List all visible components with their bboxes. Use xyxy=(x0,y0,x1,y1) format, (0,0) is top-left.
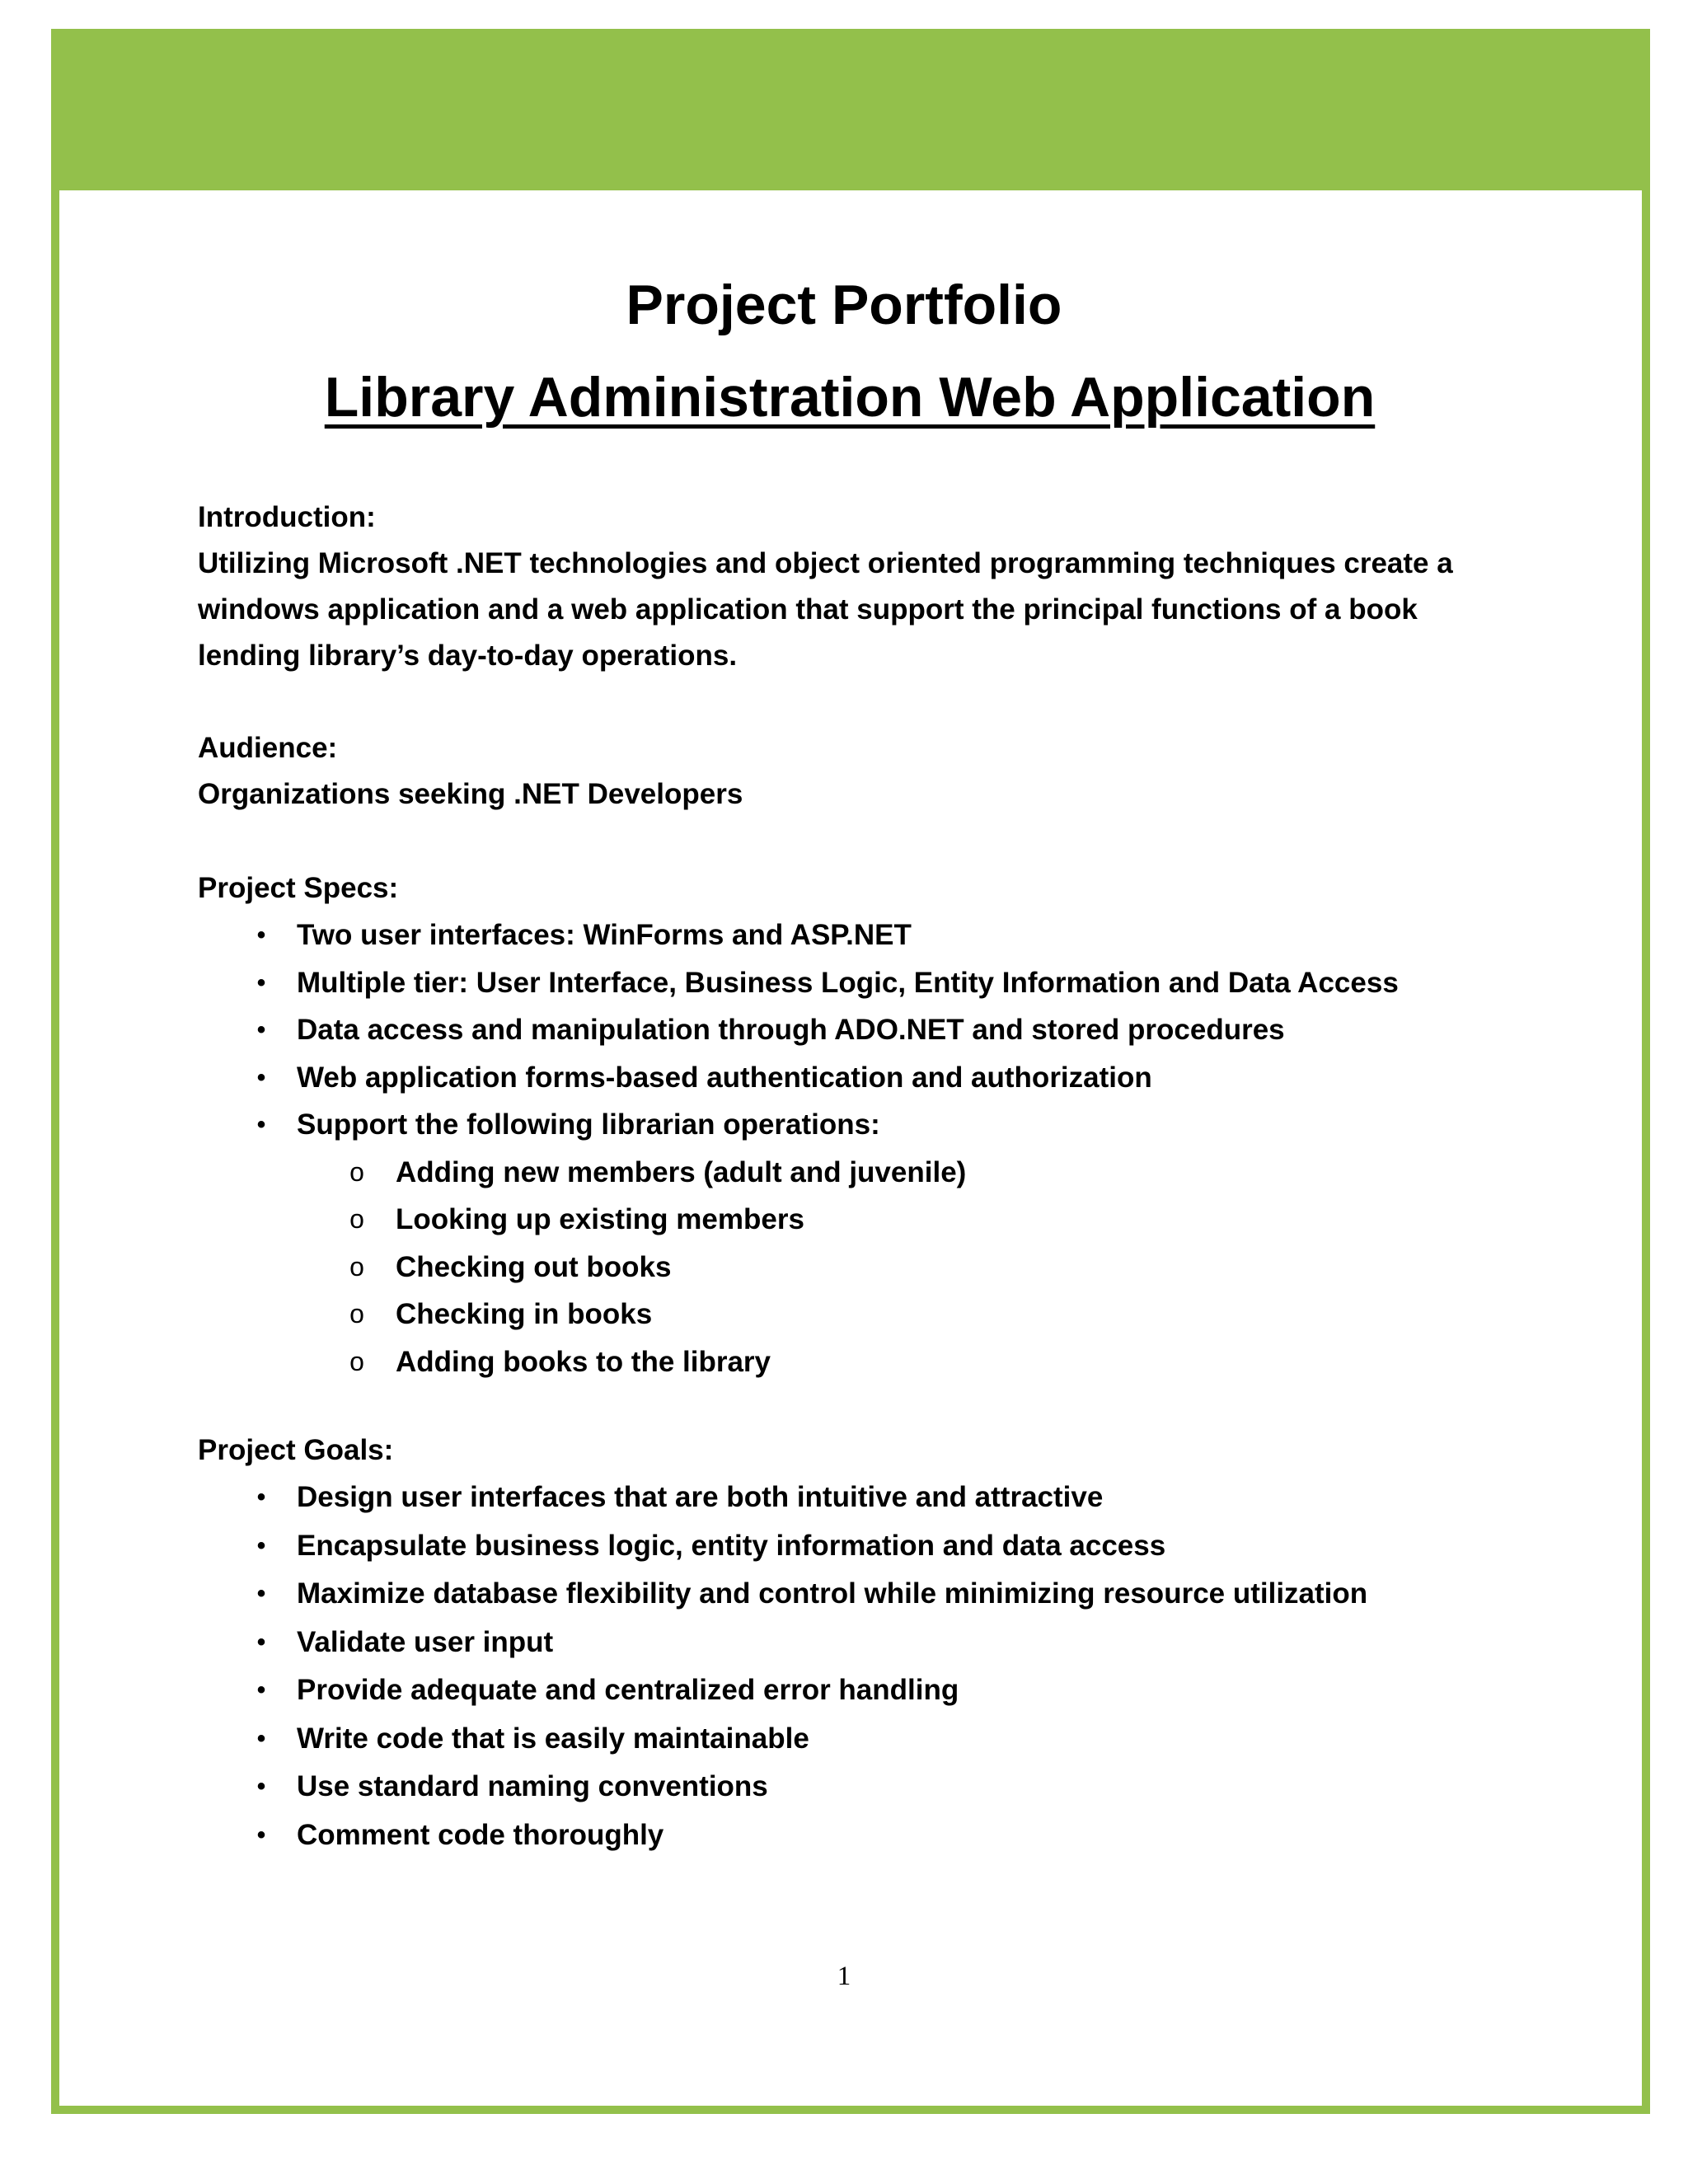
bullet-icon: • xyxy=(256,1531,266,1559)
page-subtitle xyxy=(0,364,1688,430)
list-item-text: Validate user input xyxy=(297,1625,554,1658)
list-item xyxy=(198,1006,1500,1054)
list-item xyxy=(198,1522,1500,1571)
introduction-line: Utilizing Microsoft .NET technologies and object oriented programming techniques create a xyxy=(198,547,1453,579)
specs-list xyxy=(198,912,1500,1149)
bullet-icon: • xyxy=(256,1821,266,1849)
bullet-icon: • xyxy=(256,1580,266,1607)
list-item-text: Multiple tier: User Interface, Business Logic, Entity Information and Data Access xyxy=(297,966,1399,999)
sub-list-item-text: Adding books to the library xyxy=(396,1345,771,1378)
audience-heading: Audience: xyxy=(198,732,338,764)
sub-bullet-icon: o xyxy=(349,1299,364,1329)
sub-list-item xyxy=(198,1291,1500,1338)
page-number: 1 xyxy=(837,1961,851,1991)
introduction-line: windows application and a web application that support the principal functions of a book xyxy=(198,593,1418,626)
bullet-icon: • xyxy=(256,968,266,996)
sub-bullet-icon: o xyxy=(349,1251,364,1282)
list-item-text: Maximize database flexibility and control while minimizing resource utilization xyxy=(297,1577,1368,1610)
list-item-text: Design user interfaces that are both intuitive and attractive xyxy=(297,1481,1104,1513)
bullet-icon: • xyxy=(256,1016,266,1043)
audience-text: Organizations seeking .NET Developers xyxy=(198,778,743,810)
specs-heading: Project Specs: xyxy=(198,872,399,904)
list-item-text: Two user interfaces: WinForms and ASP.NET xyxy=(297,919,912,951)
list-item-text: Support the following librarian operations: xyxy=(297,1108,880,1141)
bullet-icon: • xyxy=(256,1724,266,1752)
specs-sub-list xyxy=(198,1149,1500,1386)
list-item-text: Comment code thoroughly xyxy=(297,1818,664,1851)
goals-heading: Project Goals: xyxy=(198,1434,394,1466)
audience-section xyxy=(198,725,1500,818)
list-item xyxy=(198,1570,1500,1619)
list-item xyxy=(198,912,1500,959)
bullet-icon: • xyxy=(256,1483,266,1511)
list-item-text: Provide adequate and centralized error handling xyxy=(297,1674,959,1706)
bullet-icon: • xyxy=(256,1628,266,1656)
sub-list-item xyxy=(198,1244,1500,1291)
bullet-icon: • xyxy=(256,1676,266,1704)
list-item-text: Data access and manipulation through ADO.NET and stored procedures xyxy=(297,1014,1285,1046)
page-title: Project Portfolio xyxy=(626,274,1062,336)
list-item xyxy=(198,1763,1500,1811)
bullet-icon: • xyxy=(256,1063,266,1091)
goals-section xyxy=(198,1427,1500,1859)
list-item xyxy=(198,1474,1500,1522)
list-item xyxy=(198,1666,1500,1715)
sub-list-item-text: Checking in books xyxy=(396,1298,653,1330)
list-item xyxy=(198,1715,1500,1764)
sub-bullet-icon: o xyxy=(349,1156,364,1187)
bullet-icon: • xyxy=(256,1111,266,1138)
introduction-heading: Introduction: xyxy=(198,501,376,533)
introduction-line: lending library’s day-to-day operations. xyxy=(198,640,738,672)
list-item xyxy=(198,1101,1500,1149)
sub-list-item xyxy=(198,1149,1500,1197)
list-item-text: Web application forms-based authentication and authorization xyxy=(297,1061,1152,1094)
list-item xyxy=(198,959,1500,1007)
sub-list-item xyxy=(198,1196,1500,1244)
bullet-icon: • xyxy=(256,921,266,949)
list-item xyxy=(198,1811,1500,1860)
page-subtitle-text: Library Administration Web Application xyxy=(324,366,1376,429)
sub-list-item-text: Checking out books xyxy=(396,1250,672,1283)
sub-list-item-text: Looking up existing members xyxy=(396,1203,804,1235)
list-item-text: Encapsulate business logic, entity information and data access xyxy=(297,1529,1166,1562)
sub-bullet-icon: o xyxy=(349,1204,364,1234)
header-band xyxy=(59,29,1642,190)
list-item-text: Use standard naming conventions xyxy=(297,1770,768,1802)
list-item-text: Write code that is easily maintainable xyxy=(297,1722,809,1755)
list-item xyxy=(198,1054,1500,1102)
list-item xyxy=(198,1619,1500,1667)
goals-list xyxy=(198,1474,1500,1859)
bullet-icon: • xyxy=(256,1773,266,1800)
introduction-section xyxy=(198,494,1500,679)
specs-section xyxy=(198,865,1500,1385)
sub-bullet-icon: o xyxy=(349,1346,364,1376)
sub-list-item-text: Adding new members (adult and juvenile) xyxy=(396,1155,967,1188)
sub-list-item xyxy=(198,1338,1500,1386)
